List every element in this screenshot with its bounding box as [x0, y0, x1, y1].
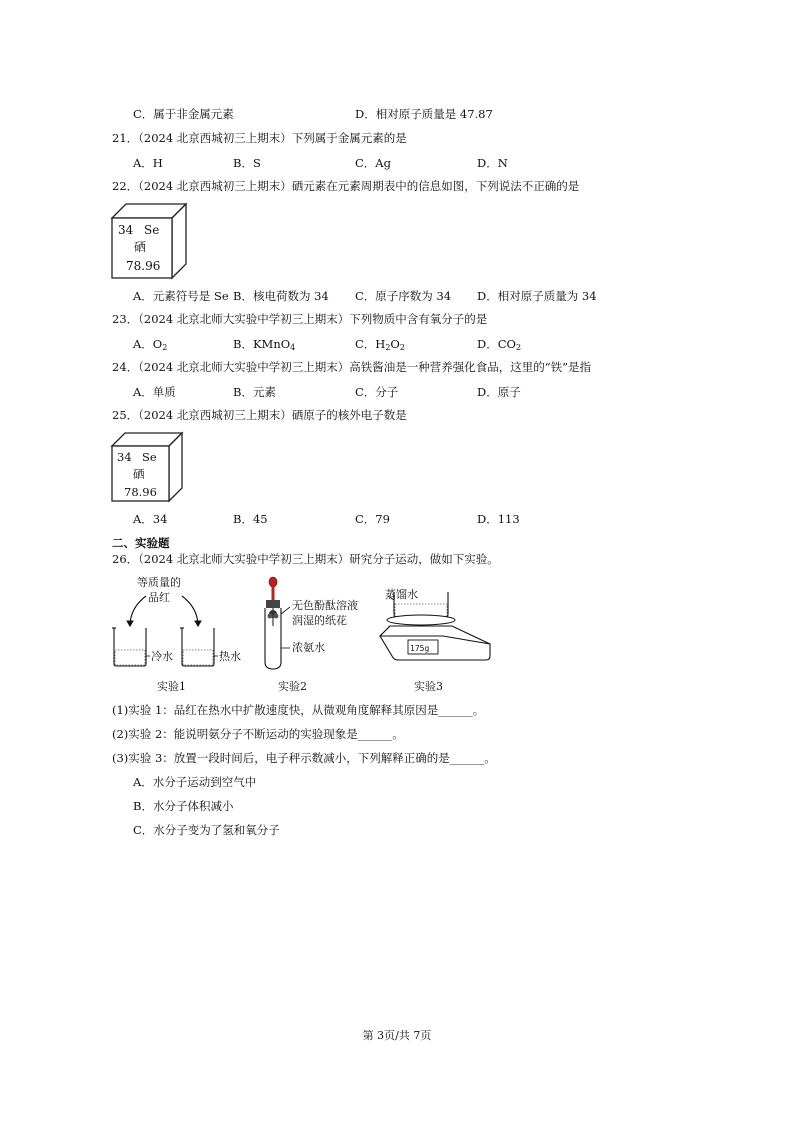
q26-part3-option-b: B．水分子体积减小 [133, 799, 234, 813]
q23-option-d: D．$CO_2$ [477, 337, 522, 352]
q26-exp2-label-indicator: 无色酚酞溶液 [292, 599, 358, 612]
q25-tile-name: 硒 [133, 467, 145, 481]
q21-stem: 21．（2024 北京西城初三上期末）下列属于金属元素的是 [112, 131, 407, 145]
q20-option-d: D．相对原子质量是 47.87 [355, 107, 493, 121]
q25-tile-mass: 78.96 [124, 485, 157, 499]
q22-tile-number: 34 [118, 223, 134, 237]
q22-tile-name: 硒 [134, 240, 147, 254]
q26-exp2-label-ammonia: 浓氨水 [292, 641, 325, 654]
q26-part2: (2)实验 2：能说明氨分子不断运动的实验现象是______。 [112, 727, 404, 741]
q24-option-d: D．原子 [477, 385, 521, 399]
q24-option-b: B．元素 [233, 385, 276, 399]
q26-exp1-cold-water: 冷水 [151, 650, 173, 663]
q25-tile-symbol: Se [142, 450, 157, 464]
q25-tile-number: 34 [117, 450, 132, 464]
q21-option-a: A．H [133, 156, 163, 170]
section-heading: 二、实验题 [112, 536, 170, 550]
q21-option-b: B．S [233, 156, 261, 170]
q26-caption-exp1: 实验1 [157, 680, 186, 693]
q23-option-a: A．$O_2$ [133, 337, 168, 352]
q22-option-a: A．元素符号是 Se [133, 289, 229, 303]
q24-option-c: C．分子 [355, 385, 399, 399]
q24-option-a: A．单质 [133, 385, 176, 399]
q26-part3: (3)实验 3：放置一段时间后，电子秤示数减小，下列解释正确的是______。 [112, 751, 496, 765]
q22-stem: 22．（2024 北京西城初三上期末）硒元素在元素周期表中的信息如图，下列说法不正确的是 [112, 179, 580, 193]
q26-part3-option-c: C．水分子变为了氢和氧分子 [133, 823, 280, 837]
q25-option-a: A．34 [133, 512, 168, 526]
q22-option-b: B．核电荷数为 34 [233, 289, 329, 303]
q26-caption-exp3: 实验3 [414, 680, 443, 693]
q25-option-c: C．79 [355, 512, 390, 526]
q26-part3-option-a: A．水分子运动到空气中 [133, 775, 257, 789]
q22-option-d: D．相对原子质量为 34 [477, 289, 597, 303]
q26-caption-exp2: 实验2 [278, 680, 307, 693]
q25-stem: 25．（2024 北京西城初三上期末）硒原子的核外电子数是 [112, 408, 407, 422]
q26-part1: (1)实验 1：品红在热水中扩散速度快，从微观角度解释其原因是______。 [112, 703, 485, 717]
q26-exp1-hot-water: 热水 [219, 650, 241, 663]
q26-exp3-scale-readout: 175g [410, 644, 430, 653]
q25-option-b: B．45 [233, 512, 268, 526]
q23-stem: 23．（2024 北京北师大实验中学初三上期末）下列物质中含有氧分子的是 [112, 312, 488, 326]
q26-exp1-label-line2: 品红 [148, 591, 170, 604]
q25-option-d: D．113 [477, 512, 520, 526]
q26-exp1-label-line1: 等质量的 [137, 576, 181, 589]
q22-tile-mass: 78.96 [126, 259, 161, 273]
q26-exp2-label-paper: 润湿的纸花 [292, 614, 347, 627]
q21-option-c: C．Ag [355, 156, 391, 170]
page-footer: 第 3页/共 7页 [362, 1029, 432, 1042]
q26-stem: 26．（2024 北京北师大实验中学初三上期末）研究分子运动，做如下实验。 [112, 552, 499, 566]
q21-option-d: D．N [477, 156, 508, 170]
q22-tile-symbol: Se [144, 223, 160, 237]
q24-stem: 24．（2024 北京北师大实验中学初三上期末）高铁酱油是一种营养强化食品，这里的“铁”是指 [112, 360, 592, 374]
q22-option-c: C．原子序数为 34 [355, 289, 452, 303]
q23-option-b: B．KMnO$_4$ [233, 337, 296, 352]
q20-option-c: C．属于非金属元素 [133, 107, 234, 121]
q23-option-c: C．$H_2O_2$ [355, 337, 405, 352]
q26-exp3-label-water: 蒸馏水 [385, 588, 418, 601]
